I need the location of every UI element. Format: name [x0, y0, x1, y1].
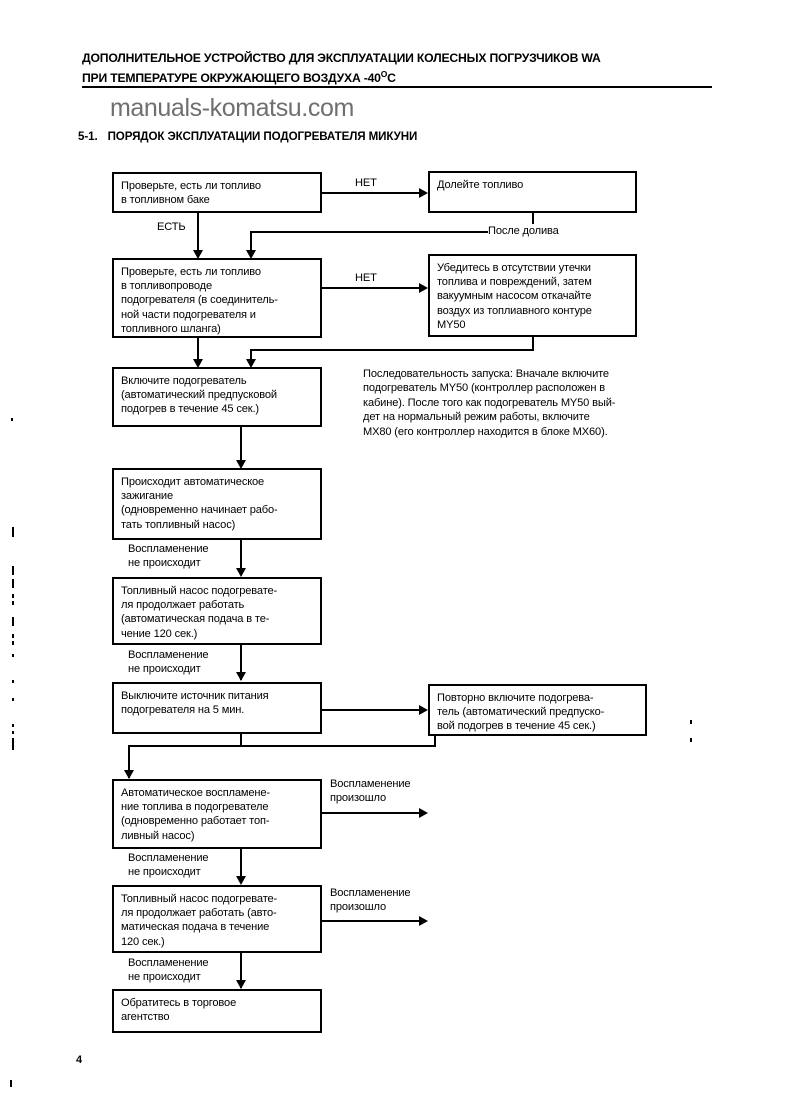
- box-line: ной части подогревателя и: [121, 308, 256, 321]
- page-number: 4: [76, 1054, 83, 1066]
- section-number: 5-1.: [78, 130, 98, 143]
- arrowhead-down: [124, 770, 134, 779]
- arrowhead-down: [236, 876, 246, 885]
- scan-artifact: [11, 418, 13, 421]
- box-line: ливный насос): [121, 829, 195, 842]
- arrowhead-down: [236, 980, 246, 989]
- box-line: Происходит автоматическое: [121, 476, 265, 488]
- box-line: ля продолжает работать: [121, 599, 245, 612]
- label-line: Воспламенение: [128, 649, 209, 661]
- label-line: Воспламенение: [330, 887, 411, 899]
- connector-ignited-2: [322, 920, 422, 922]
- box-line: тать топливный насос): [121, 518, 236, 531]
- box-line: тель (автоматический предпуско-: [437, 706, 605, 719]
- box-check-fuel-line: [112, 258, 322, 338]
- box-check-fuel-tank: [112, 172, 322, 213]
- label-yes-1: ЕСТЬ: [157, 221, 186, 233]
- scan-artifact: [10, 1080, 12, 1087]
- box-line: чение 120 сек.): [121, 627, 198, 640]
- scan-artifact: [12, 634, 14, 638]
- label-line: не происходит: [128, 663, 201, 676]
- arrowhead-right: [419, 808, 428, 818]
- note-line: MX80 (его контроллер находится в блоке MX60).: [363, 425, 608, 438]
- note-line: кабине). После того как подогреватель MY50 вый-: [363, 396, 616, 409]
- box-turn-on-heater: [112, 367, 322, 427]
- box-auto-ignition-2: [112, 779, 322, 849]
- label-no-ignition-3: [128, 851, 208, 879]
- label-line: Воспламенение: [128, 957, 209, 969]
- connector-fuelline-to-leaks: [322, 287, 422, 289]
- box-line: MY50: [437, 318, 466, 331]
- arrowhead-right: [419, 916, 428, 926]
- scan-artifact: [12, 566, 14, 575]
- header-line-2-text: ПРИ ТЕМПЕРАТУРЕ ОКРУЖАЮЩЕГО ВОЗДУХА -40: [82, 71, 381, 86]
- note-line: дет на нормальный режим работы, включите: [363, 411, 590, 424]
- scan-artifact: [12, 654, 14, 657]
- box-line: подогревателя (в соединитель-: [121, 294, 278, 307]
- label-line: произошло: [330, 792, 386, 805]
- arrowhead-down: [236, 568, 246, 577]
- label-line: не происходит: [128, 971, 201, 984]
- label-line: Воспламенение: [128, 852, 209, 864]
- box-add-fuel: [428, 171, 637, 213]
- scan-artifact: [12, 641, 14, 645]
- label-line: Воспламенение: [330, 778, 411, 790]
- watermark-text: manuals-komatsu.com: [110, 94, 354, 122]
- section-heading: [78, 130, 417, 143]
- scan-artifact: [12, 594, 14, 598]
- box-line: (одновременно начинает рабо-: [121, 504, 278, 517]
- box-line: Включите подогреватель: [121, 375, 247, 387]
- box-line: в топливопроводе: [121, 280, 213, 293]
- header-line-2: [82, 66, 396, 86]
- box-line: агентство: [121, 1011, 170, 1024]
- celsius-symbol: С: [387, 71, 396, 86]
- box-line: воздух из топлиавного контуре: [437, 304, 592, 317]
- box-line: матическая подача в течение: [121, 921, 270, 934]
- box-pump-continues-2: [112, 885, 322, 953]
- box-line: Проверьте, есть ли топливо: [121, 266, 261, 278]
- box-pump-continues-1: [112, 577, 322, 645]
- arrowhead-right: [419, 283, 428, 293]
- box-line: Топливный насос подогревате-: [121, 585, 278, 597]
- connector-ignited-1: [322, 812, 422, 814]
- scan-artifact: [12, 724, 14, 727]
- degree-symbol: O: [380, 69, 388, 79]
- note-line: подогреватель MY50 (контроллер расположен в: [363, 382, 606, 395]
- startup-sequence-note: [363, 367, 615, 439]
- label-line: Воспламенение: [128, 543, 209, 555]
- box-line: ние топлива в подогревателе: [121, 801, 269, 814]
- box-line: (одновременно работает топ-: [121, 815, 270, 828]
- scan-artifact: [690, 720, 692, 724]
- arrowhead-right: [419, 188, 428, 198]
- box-line: подогрев в течение 45 сек.): [121, 403, 259, 416]
- scan-artifact: [12, 738, 14, 750]
- box-check-leaks: [428, 254, 637, 337]
- box-line: ля продолжает работать (авто-: [121, 907, 277, 920]
- label-no-ignition-2: [128, 648, 208, 676]
- label-line: произошло: [330, 901, 386, 914]
- box-line: Проверьте, есть ли топливо: [121, 180, 261, 192]
- header-rule: [82, 86, 712, 88]
- note-line: Последовательность запуска: Вначале включите: [363, 368, 609, 380]
- label-line: не происходит: [128, 557, 201, 570]
- scan-artifact: [12, 617, 14, 626]
- label-no-2: НЕТ: [355, 272, 377, 284]
- scan-artifact: [12, 680, 14, 683]
- box-line: Автоматическое воспламене-: [121, 787, 270, 799]
- connector-poweroff-to-restart: [322, 709, 423, 711]
- label-ignited-2: [330, 886, 410, 914]
- box-line: топливного шланга): [121, 322, 221, 335]
- box-line: (автоматическая подача в те-: [121, 613, 270, 626]
- arrowhead-down: [236, 672, 246, 681]
- box-line: Убедитесь в отсутствии утечки: [437, 262, 591, 274]
- label-ignited-1: [330, 777, 410, 805]
- box-contact-dealer: [112, 989, 322, 1033]
- box-line: вакуумным насосом откачайте: [437, 290, 592, 303]
- scan-artifact: [690, 738, 692, 742]
- box-line: в топливном баке: [121, 194, 210, 207]
- label-line: не происходит: [128, 866, 201, 879]
- scan-artifact: [12, 579, 14, 588]
- label-after-refuel: После долива: [488, 225, 559, 237]
- box-line: зажигание: [121, 490, 173, 503]
- box-line: подогревателя на 5 мин.: [121, 704, 245, 717]
- header-line-1: ДОПОЛНИТЕЛЬНОЕ УСТРОЙСТВО ДЛЯ ЭКСПЛУАТАЦИИ КОЛЕСНЫХ ПОГРУЗЧИКОВ WA: [82, 51, 601, 65]
- label-no-1: НЕТ: [355, 177, 377, 189]
- box-line: Долейте топливо: [437, 179, 524, 191]
- scan-artifact: [12, 601, 14, 605]
- box-restart-heater: [428, 684, 647, 736]
- box-line: 120 сек.): [121, 935, 165, 948]
- box-line: (автоматический предпусковой: [121, 389, 277, 402]
- connector-leaks-left: [250, 349, 534, 351]
- connector-merge-bus: [128, 745, 436, 747]
- box-power-off: [112, 682, 322, 734]
- connector-tank-to-addfuel: [322, 192, 422, 194]
- box-line: Обратитесь в торговое: [121, 997, 237, 1009]
- section-title: ПОРЯДОК ЭКСПЛУАТАЦИИ ПОДОГРЕВАТЕЛЯ МИКУНИ: [107, 130, 418, 143]
- box-auto-ignition: [112, 468, 322, 540]
- label-no-ignition-1: [128, 542, 208, 570]
- box-line: Топливный насос подогревате-: [121, 893, 278, 905]
- scan-artifact: [12, 527, 14, 537]
- label-no-ignition-4: [128, 956, 208, 984]
- box-line: Выключите источник питания: [121, 690, 269, 702]
- box-line: топлива и повреждений, затем: [437, 276, 592, 289]
- box-line: Повторно включите подогрева-: [437, 692, 594, 704]
- scan-artifact: [12, 698, 14, 701]
- scan-artifact: [12, 731, 14, 734]
- arrowhead-right: [419, 705, 428, 715]
- box-line: вой подогрев в течение 45 сек.): [437, 720, 596, 733]
